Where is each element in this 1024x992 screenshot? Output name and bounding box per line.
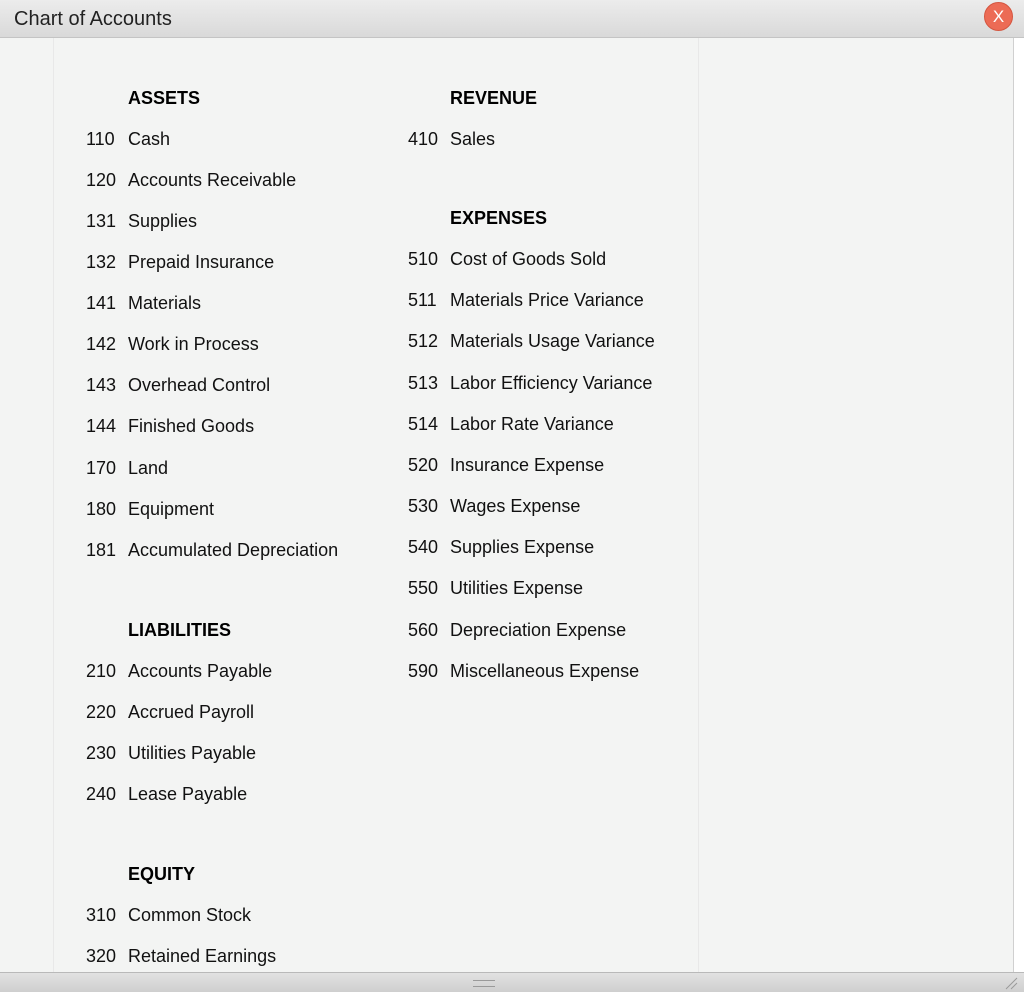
account-name: Materials [128,293,202,313]
account-number: 513 [408,373,439,393]
account-number: 550 [408,578,439,598]
account-name: Supplies [128,211,198,231]
account-name: Common Stock [128,905,252,925]
account-name: Land [128,458,169,478]
account-name: Overhead Control [128,375,271,395]
account-row [408,455,604,476]
account-row [408,249,606,270]
section-heading-assets: ASSETS [128,88,201,108]
section-heading-liabilities: LIABILITIES [128,620,231,640]
window-edge [1013,38,1024,972]
account-name: Accounts Receivable [128,170,297,190]
account-name: Materials Usage Variance [450,331,655,351]
account-row [86,661,272,682]
account-name: Labor Efficiency Variance [450,373,653,393]
account-row [408,537,594,558]
account-number: 560 [408,620,439,640]
section-heading-expenses: EXPENSES [450,208,548,228]
account-row [408,331,655,352]
account-name: Accrued Payroll [128,702,255,722]
account-number: 590 [408,661,439,681]
account-name: Lease Payable [128,784,248,804]
section-heading-revenue: REVENUE [450,88,538,108]
account-number: 410 [408,129,439,149]
accounts-panel [53,38,699,972]
account-number: 180 [86,499,117,519]
account-number: 320 [86,946,117,966]
account-row [86,375,270,396]
account-row [86,784,247,805]
account-number: 530 [408,496,439,516]
account-name: Prepaid Insurance [128,252,275,272]
account-number: 131 [86,211,117,231]
account-row [86,905,251,926]
account-number: 141 [86,293,117,313]
account-name: Sales [450,129,496,149]
account-name: Utilities Expense [450,578,584,598]
account-row [86,211,197,232]
account-row [408,129,495,150]
account-name: Finished Goods [128,416,255,436]
account-name: Cost of Goods Sold [450,249,607,269]
account-number: 220 [86,702,117,722]
account-row [408,620,626,641]
account-name: Accounts Payable [128,661,273,681]
account-name: Equipment [128,499,215,519]
account-number: 310 [86,905,117,925]
resize-corner-icon[interactable] [1004,976,1018,990]
account-name: Cash [128,129,171,149]
account-number: 520 [408,455,439,475]
grip-handle-icon[interactable] [473,980,495,987]
account-number: 510 [408,249,439,269]
account-name: Supplies Expense [450,537,595,557]
account-row [408,290,644,311]
account-name: Retained Earnings [128,946,277,966]
close-button[interactable]: X [984,2,1013,31]
account-name: Depreciation Expense [450,620,627,640]
window-titlebar[interactable] [0,0,1024,38]
account-row [86,416,254,437]
account-row [408,414,614,435]
account-number: 181 [86,540,117,560]
account-row [86,540,338,561]
account-name: Wages Expense [450,496,581,516]
account-row [86,499,214,520]
account-row [86,129,170,150]
account-row [86,293,201,314]
account-row [408,496,580,517]
account-row [86,334,259,355]
account-name: Accumulated Depreciation [128,540,339,560]
account-row [86,743,256,764]
account-number: 230 [86,743,117,763]
account-number: 144 [86,416,117,436]
account-row [86,946,276,967]
account-number: 110 [86,129,115,149]
account-row [408,661,639,682]
account-number: 132 [86,252,117,272]
account-row [408,373,652,394]
account-row [86,252,274,273]
account-name: Labor Rate Variance [450,414,614,434]
account-number: 120 [86,170,117,190]
account-name: Materials Price Variance [450,290,644,310]
account-number: 210 [86,661,117,681]
account-name: Utilities Payable [128,743,257,763]
account-row [86,458,168,479]
account-name: Miscellaneous Expense [450,661,640,681]
account-number: 240 [86,784,117,804]
account-name: Work in Process [128,334,259,354]
account-row [86,702,254,723]
resize-bar[interactable] [0,972,1024,992]
account-name: Insurance Expense [450,455,605,475]
account-number: 170 [86,458,117,478]
content-area [0,38,1013,972]
window-title: Chart of Accounts [14,8,172,30]
section-heading-equity: EQUITY [128,864,196,884]
account-number: 540 [408,537,439,557]
account-row [86,170,296,191]
account-number: 514 [408,414,439,434]
account-row [408,578,583,599]
account-number: 143 [86,375,117,395]
account-number: 511 [408,290,437,310]
account-number: 142 [86,334,117,354]
account-number: 512 [408,331,439,351]
